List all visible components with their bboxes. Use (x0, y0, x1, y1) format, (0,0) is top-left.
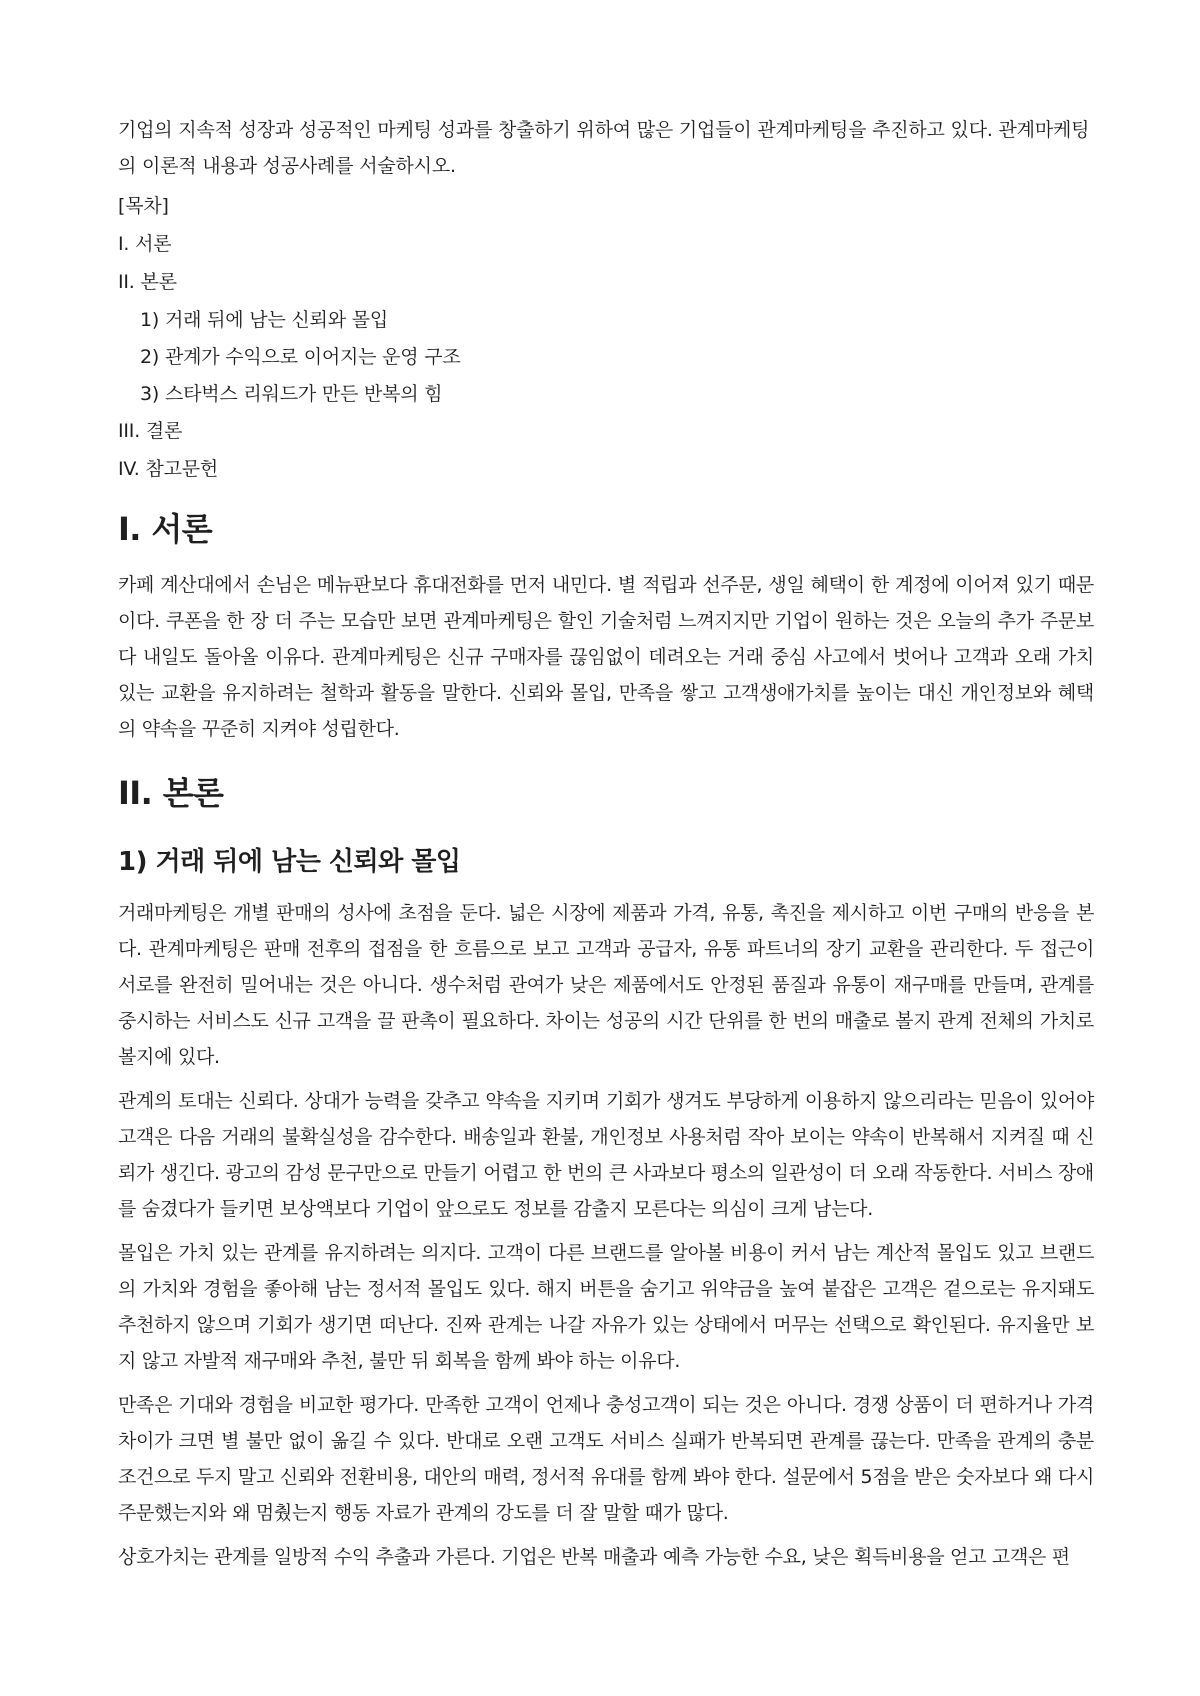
section-1-paragraph-4: 만족은 기대와 경험을 비교한 평가다. 만족한 고객이 언제나 충성고객이 되는 것은 아니다. 경쟁 상품이 더 편하거나 가격 차이가 크면 별 불만 없이 옮길 수 있다. 반대로 오랜 고객도 서비스 실패가 반복되면 관계를 끊는다. 만족을 관계의 충분조건으로 두지 말고 신뢰와 전환비용, 대안의 매력, 정서적 유대를 함께 봐야 한다. 설문에서 5점을 받은 숫자보다 왜 다시 주문했는지와 왜 멈췄는지 행동 자료가 관계의 강도를 더 잘 말할 때가 많다. (118, 1394, 1094, 1524)
toc-item-references: IV. 참고문헌 (118, 458, 219, 480)
toc-item-intro: I. 서론 (118, 233, 172, 255)
body-heading: II. 본론 (118, 774, 224, 812)
section-1-heading: 1) 거래 뒤에 남는 신뢰와 몰입 (118, 847, 461, 877)
toc-heading: [목차] (118, 195, 169, 217)
table-of-contents (118, 192, 1094, 483)
section-1-paragraph-5: 상호가치는 관계를 일방적 수익 추출과 가른다. 기업은 반복 매출과 예측 가능한 수요, 낮은 획득비용을 얻고 고객은 편 (118, 1546, 1070, 1568)
intro-heading: I. 서론 (118, 510, 213, 548)
toc-item-body-1: 1) 거래 뒤에 남는 신뢰와 몰입 (140, 309, 388, 331)
toc-item-body-2: 2) 관계가 수익으로 이어지는 운영 구조 (140, 346, 461, 368)
toc-item-conclusion: III. 결론 (118, 420, 183, 442)
intro-paragraph: 카페 계산대에서 손님은 메뉴판보다 휴대전화를 먼저 내민다. 별 적립과 선주문, 생일 혜택이 한 계정에 이어져 있기 때문이다. 쿠폰을 한 장 더 주는 모습만 보면 관계마케팅은 할인 기술처럼 느껴지지만 기업이 원하는 것은 오늘의 추가 주문보다 내일도 돌아올 이유다. 관계마케팅은 신규 구매자를 끊임없이 데려오는 거래 중심 사고에서 벗어나 고객과 오래 가치 있는 교환을 유지하려는 철학과 활동을 말한다. 신뢰와 몰입, 만족을 쌓고 고객생애가치를 높이는 대신 개인정보와 혜택의 약속을 꾸준히 지켜야 성립한다. (118, 574, 1094, 740)
toc-item-body-3: 3) 스타벅스 리워드가 만든 반복의 힘 (140, 383, 443, 405)
assignment-prompt: 기업의 지속적 성장과 성공적인 마케팅 성과를 창출하기 위하여 많은 기업들이 관계마케팅을 추진하고 있다. 관계마케팅의 이론적 내용과 성공사례를 서술하시오. (118, 119, 1090, 177)
section-1-paragraph-1: 거래마케팅은 개별 판매의 성사에 초점을 둔다. 넓은 시장에 제품과 가격, 유통, 촉진을 제시하고 이번 구매의 반응을 본다. 관계마케팅은 판매 전후의 접점을 한 흐름으로 보고 고객과 공급자, 유통 파트너의 장기 교환을 관리한다. 두 접근이 서로를 완전히 밀어내는 것은 아니다. 생수처럼 관여가 낮은 제품에서도 안정된 품질과 유통이 재구매를 만들며, 관계를 중시하는 서비스도 신규 고객을 끌 판촉이 필요하다. 차이는 성공의 시간 단위를 한 번의 매출로 볼지 관계 전체의 가치로 볼지에 있다. (118, 902, 1094, 1068)
section-1-paragraph-2: 관계의 토대는 신뢰다. 상대가 능력을 갖추고 약속을 지키며 기회가 생겨도 부당하게 이용하지 않으리라는 믿음이 있어야 고객은 다음 거래의 불확실성을 감수한다. 배송일과 환불, 개인정보 사용처럼 작아 보이는 약속이 반복해서 지켜질 때 신뢰가 생긴다. 광고의 감성 문구만으로 만들기 어렵고 한 번의 큰 사과보다 평소의 일관성이 더 오래 작동한다. 서비스 장애를 숨겼다가 들키면 보상액보다 기업이 앞으로도 정보를 감출지 모른다는 의심이 크게 남는다. (118, 1090, 1094, 1220)
toc-item-body: II. 본론 (118, 271, 177, 293)
section-1-paragraph-3: 몰입은 가치 있는 관계를 유지하려는 의지다. 고객이 다른 브랜드를 알아볼 비용이 커서 남는 계산적 몰입도 있고 브랜드의 가치와 경험을 좋아해 남는 정서적 몰입도 있다. 해지 버튼을 숨기고 위약금을 높여 붙잡은 고객은 겉으로는 유지돼도 추천하지 않으며 기회가 생기면 떠난다. 진짜 관계는 나갈 자유가 있는 상태에서 머무는 선택으로 확인된다. 유지율만 보지 않고 자발적 재구매와 추천, 불만 뒤 회복을 함께 봐야 하는 이유다. (118, 1242, 1094, 1372)
